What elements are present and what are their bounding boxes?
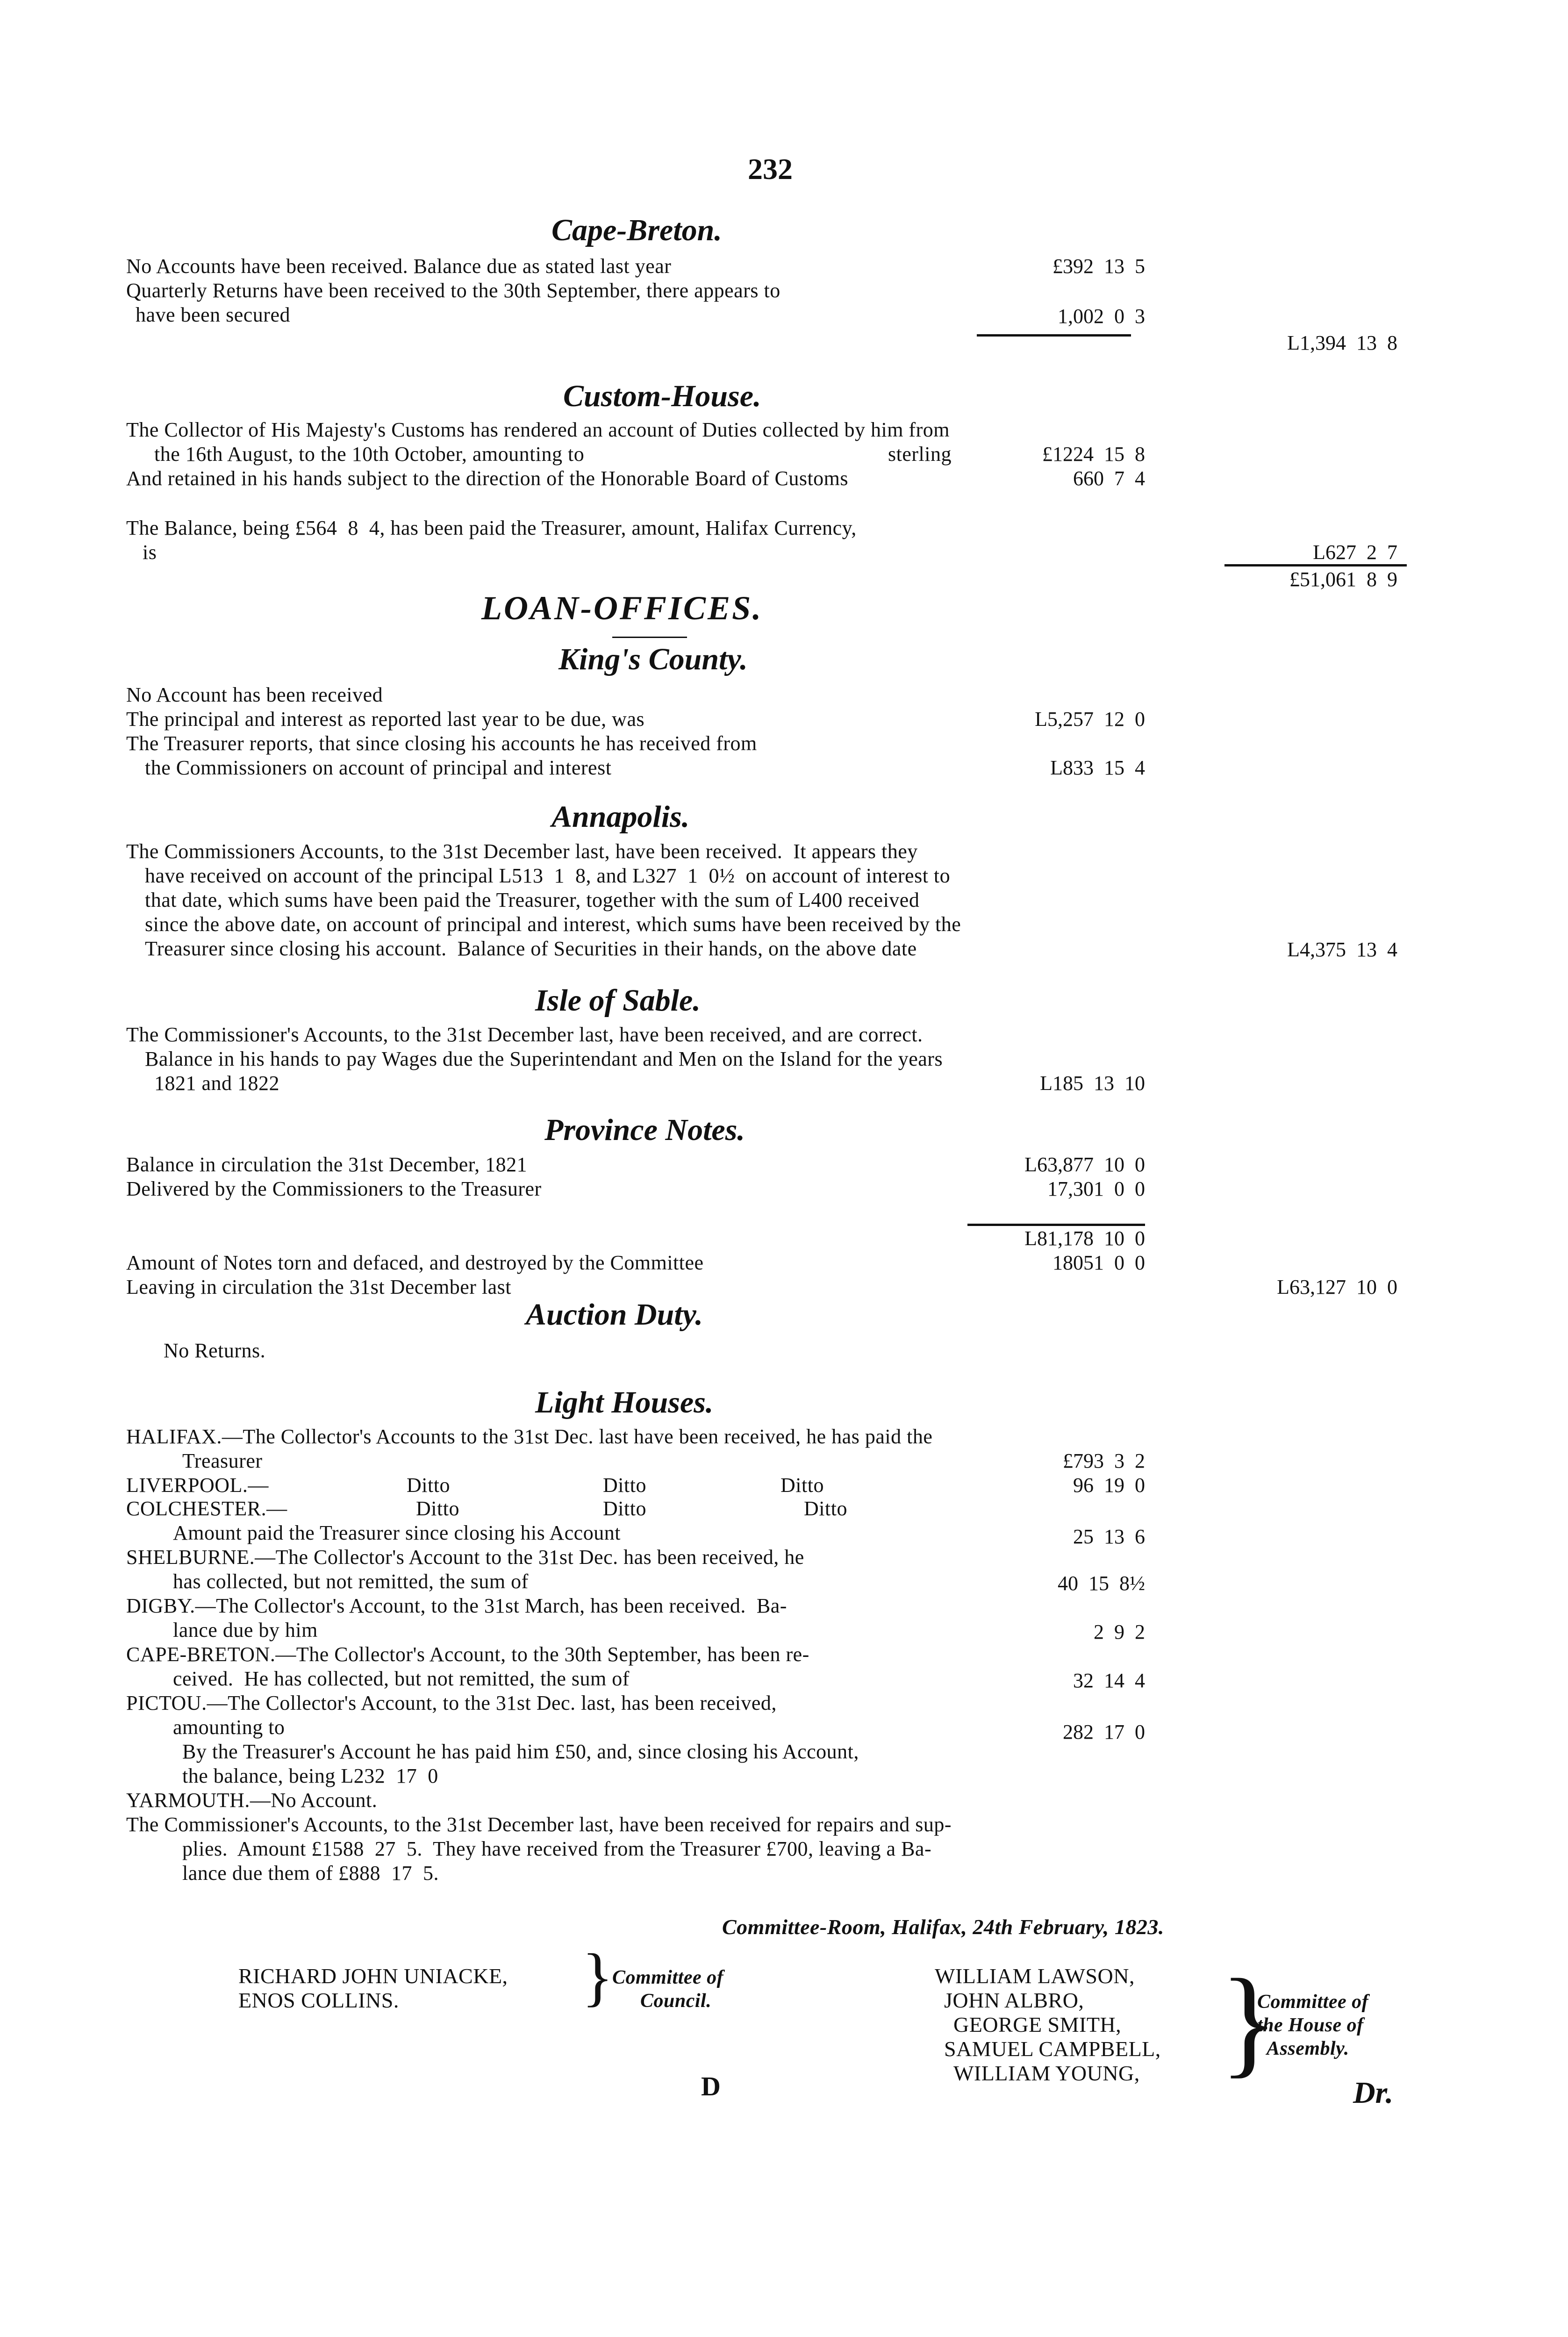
custom-house-heading: Custom-House. <box>563 379 761 413</box>
halifax-amount: £793 3 2 <box>1063 1449 1145 1472</box>
isle-of-sable-heading: Isle of Sable. <box>535 983 701 1018</box>
province-notes-line-4: Leaving in circulation the 31st December last <box>126 1276 511 1298</box>
kings-county-line-2-amount: L5,257 12 0 <box>1035 708 1145 731</box>
signature-mark: D <box>701 2071 721 2101</box>
cape-breton-lh-amount: 32 14 4 <box>1073 1669 1145 1692</box>
assembly-brace: } <box>1220 1954 1278 2089</box>
kings-county-heading: King's County. <box>558 642 748 676</box>
assembly-member-1: WILLIAM LAWSON, <box>935 1964 1135 1988</box>
province-notes-line-2: Delivered by the Commissioners to the Treasurer <box>126 1177 542 1200</box>
commissioner-line-2: plies. Amount £1588 27 5. They have received from the Treasurer £700, leaving a Ba- <box>182 1837 932 1860</box>
rule <box>967 1224 1145 1226</box>
commissioner-line-1: The Commissioner's Accounts, to the 31st December last, have been received for repairs and sup- <box>126 1813 952 1836</box>
shelburne-line-2: has collected, but not remitted, the sum of <box>173 1570 529 1593</box>
kings-county-line-4-amount: L833 15 4 <box>1050 756 1145 779</box>
assembly-member-3: GEORGE SMITH, <box>953 2013 1122 2036</box>
liverpool-ditto-2: Ditto <box>603 1474 646 1497</box>
pictou-line-2: amounting to <box>173 1716 285 1739</box>
annapolis-line-4: since the above date, on account of principal and interest, which sums have been received by the <box>145 913 961 936</box>
province-notes-total: L63,127 10 0 <box>1277 1276 1397 1298</box>
assembly-label-1: Committee of <box>1257 1991 1369 2013</box>
colchester-ditto-3: Ditto <box>804 1497 847 1520</box>
kings-county-line-1: No Account has been received <box>126 683 383 706</box>
custom-house-total: L627 2 7 <box>1313 541 1397 564</box>
halifax-line-1: HALIFAX.—The Collector's Accounts to the 31st Dec. last have been received, he has paid the <box>126 1425 933 1448</box>
cape-breton-lh-line-2: ceived. He has collected, but not remitted, the sum of <box>173 1667 630 1690</box>
custom-house-line-2-amount: £1224 15 8 <box>1042 443 1145 466</box>
isle-of-sable-line-3: 1821 and 1822 <box>154 1072 280 1095</box>
rule <box>1224 564 1407 566</box>
custom-house-line-5: is <box>143 541 157 564</box>
assembly-label-2: the House of <box>1257 2014 1364 2036</box>
light-houses-heading: Light Houses. <box>535 1385 714 1419</box>
amount-paid-line: Amount paid the Treasurer since closing his Account <box>173 1521 621 1544</box>
catchword: Dr. <box>1353 2076 1394 2110</box>
cape-breton-heading: Cape-Breton. <box>551 213 722 247</box>
custom-house-line-1: The Collector of His Majesty's Customs has rendered an account of Duties collected by him from <box>126 418 950 441</box>
liverpool-ditto-3: Ditto <box>780 1474 824 1497</box>
loan-offices-heading: LOAN-OFFICES. <box>481 589 763 627</box>
cape-breton-line-1-amount: £392 13 5 <box>1052 255 1145 278</box>
annapolis-line-1: The Commissioners Accounts, to the 31st December last, have been received. It appears they <box>126 840 918 863</box>
cape-breton-lh-line-1: CAPE-BRETON.—The Collector's Account, to the 30th September, has been re- <box>126 1643 809 1666</box>
annapolis-line-3: that date, which sums have been paid the Treasurer, together with the sum of L400 received <box>145 889 920 911</box>
province-notes-line-3-amount: 18051 0 0 <box>1052 1251 1145 1274</box>
grand-total: £51,061 8 9 <box>1289 568 1397 591</box>
custom-house-line-3-amount: 660 7 4 <box>1073 467 1145 490</box>
council-member-1: RICHARD JOHN UNIACKE, <box>238 1964 508 1988</box>
amount-paid-amount: 25 13 6 <box>1073 1525 1145 1548</box>
annapolis-heading: Annapolis. <box>551 800 690 834</box>
cape-breton-line-2: Quarterly Returns have been received to the 30th September, there appears to <box>126 279 780 302</box>
pictou-line-4: the balance, being L232 17 0 <box>182 1764 438 1787</box>
auction-duty-line-1: No Returns. <box>164 1339 266 1362</box>
council-label-1: Committee of <box>612 1967 724 1988</box>
liverpool-label: LIVERPOOL.— <box>126 1474 269 1497</box>
shelburne-line-1: SHELBURNE.—The Collector's Account to the 31st Dec. has been received, he <box>126 1546 804 1569</box>
yarmouth-line: YARMOUTH.—No Account. <box>126 1789 378 1812</box>
annapolis-total: L4,375 13 4 <box>1287 938 1397 961</box>
kings-county-line-4: the Commissioners on account of principal and interest <box>145 756 612 779</box>
rule <box>612 637 687 638</box>
assembly-label-3: Assembly. <box>1267 2038 1349 2059</box>
isle-of-sable-line-1: The Commissioner's Accounts, to the 31st December last, have been received, and are correct. <box>126 1023 923 1046</box>
digby-amount: 2 9 2 <box>1094 1620 1145 1643</box>
kings-county-line-2: The principal and interest as reported last year to be due, was <box>126 708 645 731</box>
assembly-member-2: JOHN ALBRO, <box>944 1988 1084 2012</box>
digby-line-1: DIGBY.—The Collector's Account, to the 31st March, has been received. Ba- <box>126 1594 787 1617</box>
colchester-ditto-1: Ditto <box>416 1497 459 1520</box>
assembly-member-5: WILLIAM YOUNG, <box>953 2061 1140 2085</box>
council-member-2: ENOS COLLINS. <box>238 1988 399 2012</box>
digby-line-2: lance due by him <box>173 1619 318 1642</box>
province-notes-line-1-amount: L63,877 10 0 <box>1024 1153 1145 1176</box>
isle-of-sable-line-3-amount: L185 13 10 <box>1040 1072 1145 1095</box>
cape-breton-line-3-amount: 1,002 0 3 <box>1058 305 1145 328</box>
custom-house-line-4: The Balance, being £564 8 4, has been paid the Treasurer, amount, Halifax Currency, <box>126 516 857 539</box>
annapolis-line-5: Treasurer since closing his account. Balance of Securities in their hands, on the above date <box>145 937 917 960</box>
province-notes-heading: Province Notes. <box>544 1113 745 1147</box>
custom-house-line-3: And retained in his hands subject to the direction of the Honorable Board of Customs <box>126 467 849 490</box>
cape-breton-line-1: No Accounts have been received. Balance due as stated last year <box>126 255 672 278</box>
liverpool-ditto-1: Ditto <box>407 1474 450 1497</box>
colchester-ditto-2: Ditto <box>603 1497 646 1520</box>
custom-house-line-2-label: sterling <box>888 443 952 466</box>
colchester-label: COLCHESTER.— <box>126 1497 287 1520</box>
cape-breton-total: L1,394 13 8 <box>1287 331 1397 354</box>
province-notes-line-1: Balance in circulation the 31st December, 1821 <box>126 1153 528 1176</box>
cape-breton-line-3: have been secured <box>136 303 290 326</box>
council-brace: } <box>582 1941 614 2013</box>
council-label-2: Council. <box>640 1990 712 2012</box>
assembly-member-4: SAMUEL CAMPBELL, <box>944 2037 1161 2061</box>
halifax-line-2: Treasurer <box>182 1449 263 1472</box>
shelburne-amount: 40 15 8½ <box>1058 1572 1145 1595</box>
isle-of-sable-line-2: Balance in his hands to pay Wages due the Superintendant and Men on the Island for the years <box>145 1047 943 1070</box>
rule <box>977 334 1131 337</box>
province-notes-line-3: Amount of Notes torn and defaced, and destroyed by the Committee <box>126 1251 704 1274</box>
pictou-amount: 282 17 0 <box>1063 1720 1145 1743</box>
place-and-date: Committee-Room, Halifax, 24th February, 1823. <box>722 1915 1164 1939</box>
pictou-line-1: PICTOU.—The Collector's Account, to the 31st Dec. last, has been received, <box>126 1692 777 1714</box>
province-notes-line-2-amount: 17,301 0 0 <box>1047 1177 1145 1200</box>
page-number: 232 <box>748 152 793 186</box>
custom-house-line-2: the 16th August, to the 10th October, amounting to <box>154 443 585 466</box>
pictou-line-3: By the Treasurer's Account he has paid him £50, and, since closing his Account, <box>182 1740 859 1763</box>
kings-county-line-3: The Treasurer reports, that since closing his accounts he has received from <box>126 732 757 755</box>
liverpool-amount: 96 19 0 <box>1073 1474 1145 1497</box>
province-notes-subtotal: L81,178 10 0 <box>1024 1227 1145 1250</box>
commissioner-line-3: lance due them of £888 17 5. <box>182 1862 439 1885</box>
annapolis-line-2: have received on account of the principal L513 1 8, and L327 1 0½ on account of interest to <box>145 864 951 887</box>
auction-duty-heading: Auction Duty. <box>526 1298 703 1332</box>
